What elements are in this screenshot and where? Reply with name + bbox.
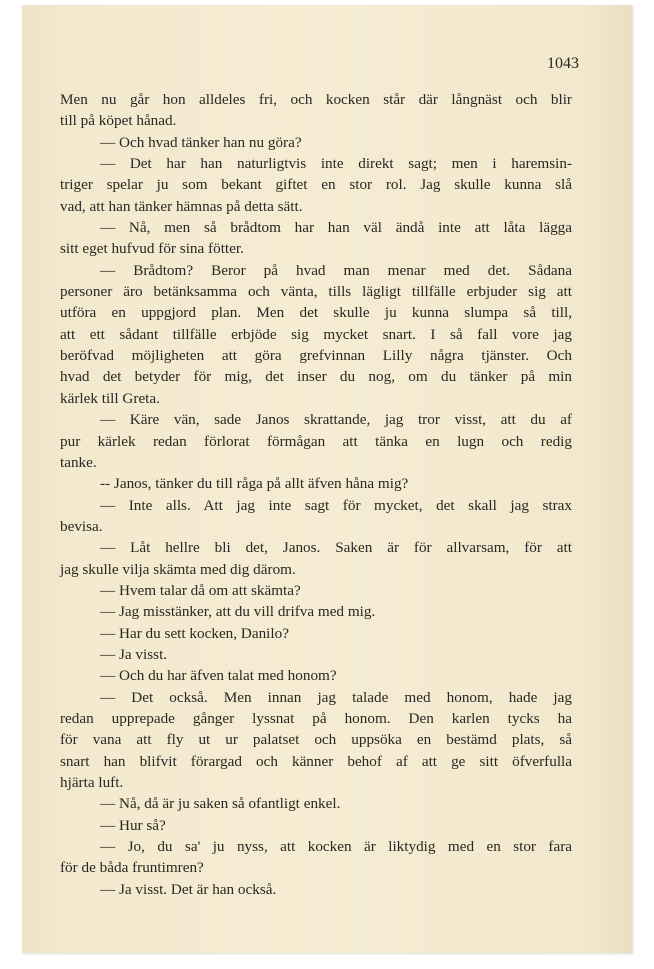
- text-line: — Inte alls. Att jag inte sagt för mycket, det skall jag strax: [100, 496, 572, 514]
- text-line: — Käre vän, sade Janos skrattande, jag tror visst, att du af: [100, 411, 572, 429]
- text-line: hvad det betyder för mig, det inser du nog, om du tänker på min: [60, 368, 572, 386]
- text-line: — Ja visst. Det är han också.: [100, 880, 277, 898]
- text-line: — Jo, du sa' ju nyss, att kocken är liktydig med en stor fara: [100, 838, 572, 856]
- paragraph: [60, 644, 572, 665]
- text-line: — Har du sett kocken, Danilo?: [100, 624, 289, 642]
- text-line: personer äro betänksamma och vänta, tills lägligt tillfälle erbjuder sig att: [60, 283, 572, 301]
- text-line: beröfvad möjligheten att göra grefvinnan Lilly några tjänster. Och: [60, 347, 572, 365]
- text-line: — Ja visst.: [100, 645, 168, 663]
- paragraph: [60, 473, 572, 494]
- text-line: jag skulle vilja skämta med dig därom.: [60, 560, 296, 578]
- text-line: sitt eget hufvud för sina fötter.: [60, 240, 244, 258]
- text-line: till på köpet hånad.: [60, 112, 177, 130]
- text-line: — Det också. Men innan jag talade med honom, hade jag: [100, 688, 572, 706]
- text-line: — Jag misstänker, att du vill drifva med mig.: [100, 603, 376, 621]
- page-number: 1043: [547, 55, 579, 72]
- paragraph: [60, 153, 572, 217]
- text-line: — Och du har äfven talat med honom?: [100, 667, 337, 685]
- text-line: kärlek till Greta.: [60, 389, 160, 407]
- text-line: pur kärlek redan förlorat förmågan att tänka en lugn och redig: [60, 432, 572, 450]
- paragraph: [60, 623, 572, 644]
- paragraph: [60, 409, 572, 473]
- text-line: redan upprepade gånger lyssnat på honom. Den karlen tycks ha: [60, 709, 572, 727]
- text-line: — Låt hellre bli det, Janos. Saken är för allvarsam, för att: [100, 539, 572, 557]
- text-line: för de båda fruntimren?: [60, 859, 204, 877]
- text-line: bevisa.: [60, 517, 103, 535]
- text-line: — Och hvad tänker han nu göra?: [100, 133, 302, 151]
- paragraph: [60, 132, 572, 153]
- paragraph: [60, 537, 572, 580]
- page-body-text: [60, 89, 572, 900]
- text-line: — Det har han naturligtvis inte direkt sagt; men i haremsin-: [100, 155, 572, 173]
- text-line: tanke.: [60, 453, 97, 471]
- text-line: att ett sådant tillfälle erbjöde sig mycket snart. I så fall vore jag: [60, 325, 572, 343]
- text-line: — Hvem talar då om att skämta?: [100, 581, 301, 599]
- text-line: — Nå, men så brådtom har han väl ändå inte att låta lägga: [100, 219, 572, 237]
- paragraph: [60, 217, 572, 260]
- text-line: hjärta luft.: [60, 774, 124, 791]
- text-line: — Hur så?: [100, 816, 166, 834]
- text-line: Men nu går hon alldeles fri, och kocken står där långnäst och blir: [60, 91, 572, 108]
- paragraph: [60, 879, 572, 900]
- text-line: -- Janos, tänker du till råga på allt äfven håna mig?: [100, 475, 409, 493]
- paragraph: [60, 836, 572, 879]
- paragraph: [60, 793, 572, 814]
- text-line: — Brådtom? Beror på hvad man menar med det. Sådana: [100, 261, 572, 279]
- text-line: triger spelar ju som bekant giftet en stor rol. Jag skulle kunna slå: [60, 176, 572, 194]
- paragraph: [60, 665, 572, 686]
- paragraph: [60, 260, 572, 409]
- paragraph: [60, 580, 572, 601]
- text-line: — Nå, då är ju saken så ofantligt enkel.: [100, 795, 341, 813]
- paragraph: [60, 89, 572, 132]
- text-line: utföra en uppgjord plan. Men det skulle ju kunna slumpa så till,: [60, 304, 572, 322]
- paragraph: [60, 495, 572, 538]
- paragraph: [60, 601, 572, 622]
- paragraph: [60, 687, 572, 794]
- text-line: snart han blifvit förargad och känner behof af att ge sitt öfverfulla: [60, 752, 572, 770]
- paragraph: [60, 815, 572, 836]
- text-line: vad, att han tänker hämnas på detta sätt.: [60, 197, 303, 215]
- text-line: för vana att fly ut ur palatset och uppsöka en bestämd plats, så: [60, 731, 572, 749]
